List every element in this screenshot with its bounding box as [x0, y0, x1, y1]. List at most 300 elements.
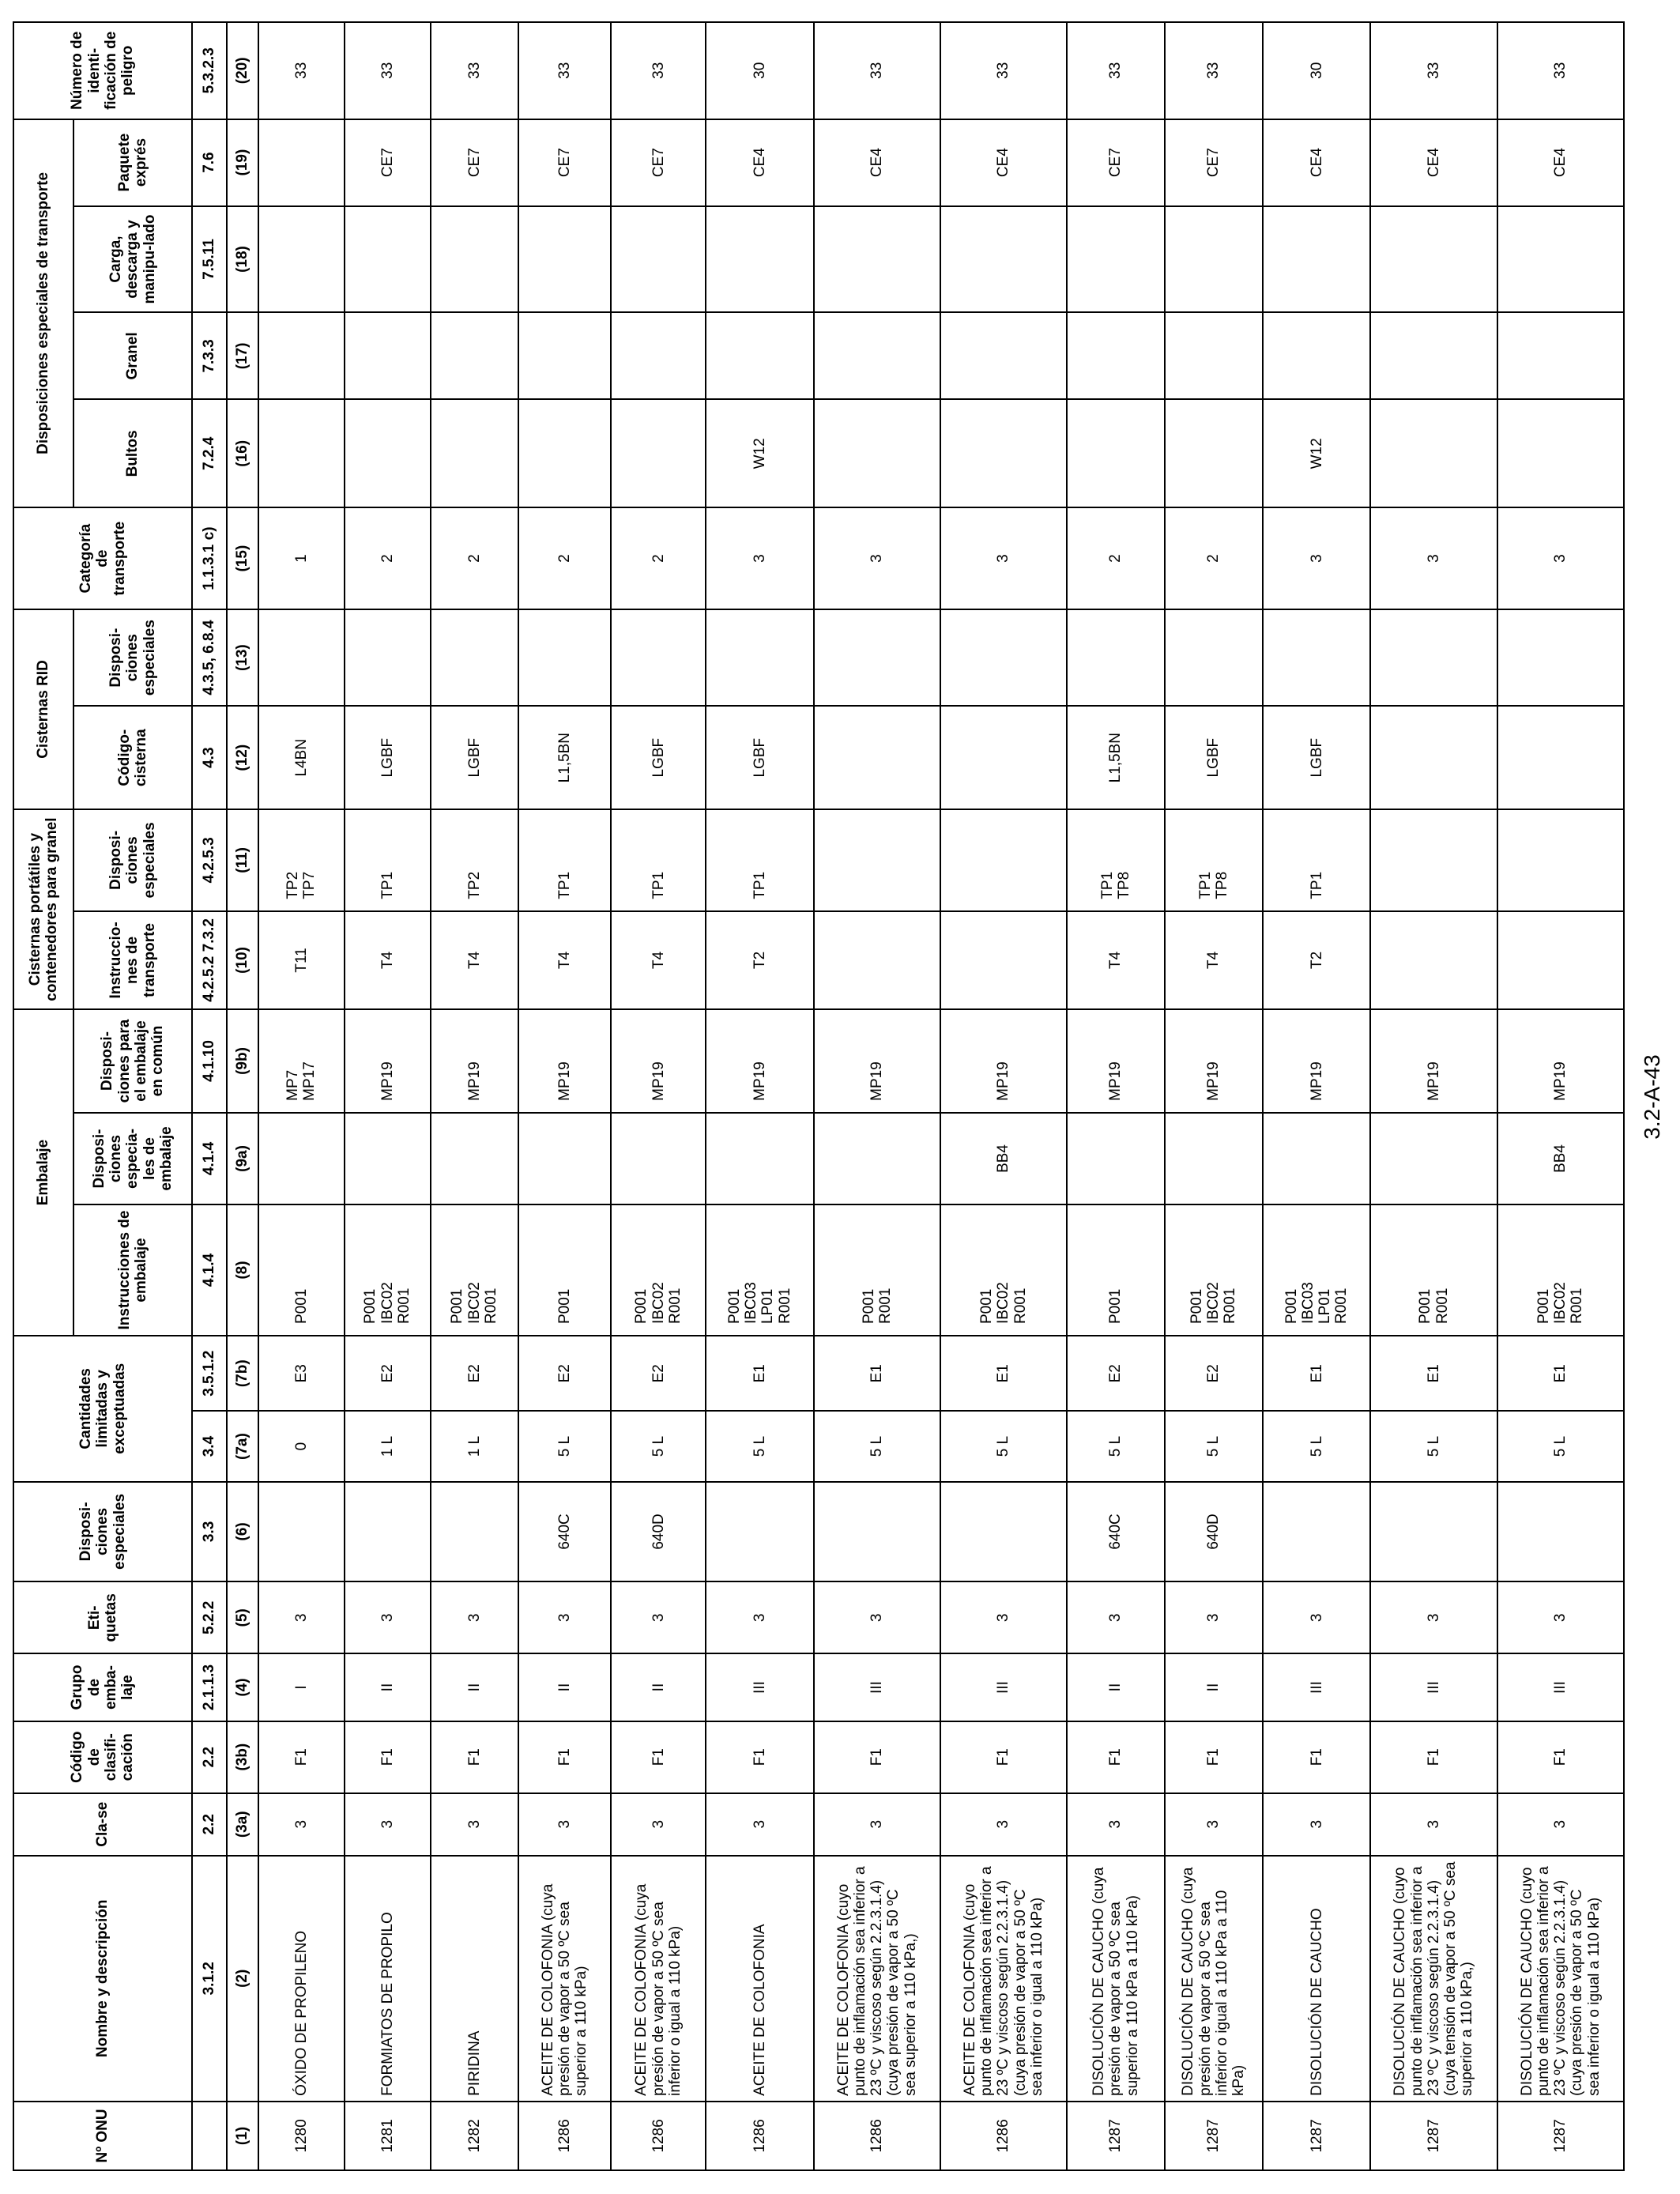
- etiquetas-cell: 3: [1067, 1581, 1165, 1653]
- disp-cisterna-cell: [940, 809, 1067, 911]
- categoria-cell: 2: [611, 507, 706, 609]
- disp-cisterna-cell: TP2: [431, 809, 518, 911]
- disp-rid-cell: [345, 609, 431, 706]
- bultos-cell: W12: [706, 399, 814, 507]
- header-etiquetas: Eti-quetas: [13, 1581, 192, 1653]
- numero-peligro-cell: 30: [1263, 22, 1371, 119]
- codigo-cisterna-cell: L1,5BN: [518, 706, 611, 809]
- disp-embalaje-comun-cell: MP19: [345, 1009, 431, 1113]
- grupo-cell: II: [431, 1654, 518, 1721]
- cantidad-limitada-cell: 5 L: [1263, 1411, 1371, 1481]
- header-clase: Cla-se: [13, 1793, 192, 1856]
- paquete-cell: CE4: [706, 119, 814, 206]
- granel-cell: [1497, 312, 1624, 399]
- instrucciones-embalaje-cell: P001: [1067, 1204, 1165, 1336]
- code-line: TP8: [1115, 871, 1132, 899]
- etiquetas-cell: 3: [814, 1581, 940, 1653]
- paquete-cell: CE7: [1067, 119, 1165, 206]
- header-granel: Granel: [73, 312, 192, 399]
- disp-embalaje-comun-cell: MP19: [431, 1009, 518, 1113]
- disp-embalaje-comun-cell: MP19: [940, 1009, 1067, 1113]
- name-cell: FORMIATOS DE PROPILO: [345, 1856, 431, 2102]
- disp-embalaje-comun-cell: MP19: [518, 1009, 611, 1113]
- instrucciones-embalaje-cell: [1263, 1204, 1371, 1336]
- ref-cell: 3.5.1.2: [192, 1336, 227, 1411]
- col-number: (5): [227, 1581, 258, 1653]
- instrucciones-embalaje-cell: [1370, 1204, 1497, 1336]
- codigo-cisterna-cell: LGBF: [706, 706, 814, 809]
- clase-cell: 3: [258, 1793, 345, 1856]
- disp-cisterna-cell: [258, 809, 345, 911]
- name-cell: DISOLUCIÓN DE CAUCHO (cuyo punto de inflamación sea inferior a 23 ºC y viscoso según 2.2.3.1.4) (cuya presión de vapor a 50 ºC sea inferior o igual a 110 kPa): [1497, 1856, 1624, 2102]
- disp-cisterna-cell: TP1: [611, 809, 706, 911]
- code-line: R001: [1333, 1287, 1350, 1325]
- clase-cell: 3: [431, 1793, 518, 1856]
- instrucciones-transporte-cell: T4: [611, 911, 706, 1009]
- disp-cisterna-cell: TP1: [1263, 809, 1371, 911]
- paquete-cell: CE7: [431, 119, 518, 206]
- dispos-cell: [814, 1482, 940, 1582]
- table-body: [258, 22, 1624, 2170]
- paquete-cell: CE7: [611, 119, 706, 206]
- codigo-cell: F1: [258, 1721, 345, 1793]
- code-line: P001: [633, 1288, 650, 1325]
- disp-cisterna-cell: TP1: [345, 809, 431, 911]
- instrucciones-transporte-cell: [1497, 911, 1624, 1009]
- cantidad-exceptuada-cell: E2: [1165, 1336, 1263, 1411]
- header-paquete-expres: Paquete exprés: [73, 119, 192, 206]
- etiquetas-cell: 3: [431, 1581, 518, 1653]
- header-disp-especiales-embalaje: Disposi-ciones especia-les de embalaje: [73, 1113, 192, 1204]
- grupo-cell: III: [1497, 1654, 1624, 1721]
- ref-cell: 4.2.5.3: [192, 809, 227, 911]
- instrucciones-transporte-cell: T4: [431, 911, 518, 1009]
- codigo-cisterna-cell: [1370, 706, 1497, 809]
- numero-peligro-cell: 33: [518, 22, 611, 119]
- header-disp-especiales-rid: Disposi-ciones especiales: [73, 609, 192, 706]
- code-line: TP1: [1098, 871, 1116, 899]
- categoria-cell: 3: [706, 507, 814, 609]
- cantidad-limitada-cell: 1 L: [345, 1411, 431, 1481]
- categoria-cell: 1: [258, 507, 345, 609]
- instrucciones-transporte-cell: [940, 911, 1067, 1009]
- ref-cell: 2.2: [192, 1721, 227, 1793]
- table-row: [1067, 22, 1165, 2170]
- codigo-cisterna-cell: LGBF: [1165, 706, 1263, 809]
- etiquetas-cell: 3: [1497, 1581, 1624, 1653]
- clase-cell: 3: [518, 1793, 611, 1856]
- un-number-cell: 1280: [258, 2102, 345, 2170]
- grupo-cell: I: [258, 1654, 345, 1721]
- categoria-cell: 3: [1497, 507, 1624, 609]
- ref-cell: 2.1.1.3: [192, 1654, 227, 1721]
- grupo-cell: III: [706, 1654, 814, 1721]
- un-number-cell: 1286: [814, 2102, 940, 2170]
- un-number-cell: 1287: [1165, 2102, 1263, 2170]
- ref-cell: 4.1.10: [192, 1009, 227, 1113]
- code-line: IBC02: [1552, 1282, 1569, 1325]
- clase-cell: 3: [1370, 1793, 1497, 1856]
- carga-cell: [706, 206, 814, 313]
- ref-cell: 4.3.5, 6.8.4: [192, 609, 227, 706]
- col-number: (4): [227, 1654, 258, 1721]
- code-line: TP7: [301, 871, 318, 899]
- codigo-cell: F1: [431, 1721, 518, 1793]
- disp-cisterna-cell: [1067, 809, 1165, 911]
- cantidad-exceptuada-cell: E2: [431, 1336, 518, 1411]
- disp-cisterna-cell: [814, 809, 940, 911]
- header-grupo: Grupo de emba-laje: [13, 1654, 192, 1721]
- cantidad-limitada-cell: 5 L: [1165, 1411, 1263, 1481]
- name-cell: ACEITE DE COLOFONIA: [706, 1856, 814, 2102]
- col-number: (8): [227, 1204, 258, 1336]
- numero-peligro-cell: 33: [814, 22, 940, 119]
- code-line: IBC02: [650, 1282, 667, 1325]
- categoria-cell: 2: [518, 507, 611, 609]
- paquete-cell: CE4: [940, 119, 1067, 206]
- clase-cell: 3: [814, 1793, 940, 1856]
- ref-cell: 3.4: [192, 1411, 227, 1481]
- carga-cell: [814, 206, 940, 313]
- carga-cell: [1165, 206, 1263, 313]
- codigo-cell: F1: [518, 1721, 611, 1793]
- col-number: (12): [227, 706, 258, 809]
- disp-cisterna-cell: TP1: [518, 809, 611, 911]
- code-line: P001: [1535, 1288, 1552, 1325]
- page-number: 3.2-A-43: [1640, 1054, 1664, 1140]
- un-number-cell: 1281: [345, 2102, 431, 2170]
- cantidad-limitada-cell: 5 L: [611, 1411, 706, 1481]
- codigo-cisterna-cell: L1,5BN: [1067, 706, 1165, 809]
- header-disposiciones-transporte: Disposiciones especiales de transporte: [13, 119, 73, 508]
- bultos-cell: [1165, 399, 1263, 507]
- col-number: (9b): [227, 1009, 258, 1113]
- code-line: R001: [1433, 1287, 1451, 1325]
- ref-cell: 4.2.5.2 7.3.2: [192, 911, 227, 1009]
- col-number: (20): [227, 22, 258, 119]
- categoria-cell: 2: [431, 507, 518, 609]
- disp-embalaje-cell: [258, 1113, 345, 1204]
- bultos-cell: [940, 399, 1067, 507]
- disp-embalaje-cell: [1370, 1113, 1497, 1204]
- bultos-cell: [518, 399, 611, 507]
- clase-cell: 3: [706, 1793, 814, 1856]
- header-bultos: Bultos: [73, 399, 192, 507]
- cantidad-limitada-cell: 5 L: [706, 1411, 814, 1481]
- instrucciones-embalaje-cell: P001: [518, 1204, 611, 1336]
- header-name: Nombre y descripción: [13, 1856, 192, 2102]
- disp-embalaje-comun-cell: MP19: [1263, 1009, 1371, 1113]
- codigo-cisterna-cell: LGBF: [431, 706, 518, 809]
- header-codigo: Código de clasifi-cación: [13, 1721, 192, 1793]
- bultos-cell: [1067, 399, 1165, 507]
- dispos-cell: [345, 1482, 431, 1582]
- code-line: R001: [776, 1287, 793, 1325]
- carga-cell: [1263, 206, 1371, 313]
- table-row: [431, 22, 518, 2170]
- disp-embalaje-comun-cell: MP19: [706, 1009, 814, 1113]
- table-row: [611, 22, 706, 2170]
- disp-cisterna-cell: [1370, 809, 1497, 911]
- carga-cell: [431, 206, 518, 313]
- ref-cell: 5.2.2: [192, 1581, 227, 1653]
- code-line: IBC02: [1205, 1282, 1222, 1325]
- column-number-row: [227, 22, 258, 2170]
- ref-cell: 1.1.3.1 c): [192, 507, 227, 609]
- cantidad-exceptuada-cell: E1: [814, 1336, 940, 1411]
- table-row: [258, 22, 345, 2170]
- col-number: (2): [227, 1856, 258, 2102]
- col-number: (3b): [227, 1721, 258, 1793]
- etiquetas-cell: 3: [258, 1581, 345, 1653]
- code-line: IBC02: [995, 1282, 1012, 1325]
- carga-cell: [258, 206, 345, 313]
- ref-cell: 4.3: [192, 706, 227, 809]
- grupo-cell: II: [345, 1654, 431, 1721]
- codigo-cell: F1: [940, 1721, 1067, 1793]
- paquete-cell: CE7: [1165, 119, 1263, 206]
- etiquetas-cell: 3: [706, 1581, 814, 1653]
- cantidad-limitada-cell: 1 L: [431, 1411, 518, 1481]
- carga-cell: [1067, 206, 1165, 313]
- paquete-cell: CE4: [1263, 119, 1371, 206]
- header-un-no: Nº ONU: [13, 2102, 192, 2170]
- dispos-cell: [258, 1482, 345, 1582]
- bultos-cell: [1370, 399, 1497, 507]
- un-number-cell: 1287: [1497, 2102, 1624, 2170]
- code-line: P001: [1188, 1288, 1205, 1325]
- cantidad-limitada-cell: 5 L: [940, 1411, 1067, 1481]
- cantidad-exceptuada-cell: E1: [706, 1336, 814, 1411]
- disp-embalaje-cell: [518, 1113, 611, 1204]
- disp-embalaje-cell: [814, 1113, 940, 1204]
- cantidad-exceptuada-cell: E1: [940, 1336, 1067, 1411]
- instrucciones-embalaje-cell: [1497, 1204, 1624, 1336]
- header-disp-especiales-cisternas: Disposi-ciones especiales: [73, 809, 192, 911]
- disp-embalaje-comun-cell: MP19: [1067, 1009, 1165, 1113]
- disp-rid-cell: [518, 609, 611, 706]
- name-cell: ACEITE DE COLOFONIA (cuya presión de vapor a 50 ºC sea superior a 110 kPa): [518, 1856, 611, 2102]
- disp-embalaje-cell: [1263, 1113, 1371, 1204]
- paquete-cell: [258, 119, 345, 206]
- cantidad-exceptuada-cell: E2: [518, 1336, 611, 1411]
- un-number-cell: 1286: [706, 2102, 814, 2170]
- disp-rid-cell: [431, 609, 518, 706]
- categoria-cell: 2: [1165, 507, 1263, 609]
- disp-embalaje-comun-cell: MP19: [611, 1009, 706, 1113]
- un-number-cell: 1287: [1370, 2102, 1497, 2170]
- code-line: R001: [666, 1287, 684, 1325]
- carga-cell: [1370, 206, 1497, 313]
- instrucciones-embalaje-cell: P001: [258, 1204, 345, 1336]
- numero-peligro-cell: 33: [345, 22, 431, 119]
- cantidad-limitada-cell: 5 L: [814, 1411, 940, 1481]
- bultos-cell: W12: [1263, 399, 1371, 507]
- code-line: P001: [725, 1288, 743, 1325]
- code-line: LP01: [759, 1288, 777, 1325]
- disp-rid-cell: [814, 609, 940, 706]
- clase-cell: 3: [1067, 1793, 1165, 1856]
- bultos-cell: [814, 399, 940, 507]
- paquete-cell: CE4: [1370, 119, 1497, 206]
- table-row: [814, 22, 940, 2170]
- clase-cell: 3: [611, 1793, 706, 1856]
- bultos-cell: [345, 399, 431, 507]
- granel-cell: [611, 312, 706, 399]
- granel-cell: [431, 312, 518, 399]
- code-line: TP8: [1213, 871, 1230, 899]
- ref-cell: 7.5.11: [192, 206, 227, 313]
- code-line: IBC03: [743, 1282, 760, 1325]
- disp-rid-cell: [1263, 609, 1371, 706]
- disp-embalaje-comun-cell: MP19: [1497, 1009, 1624, 1113]
- disp-rid-cell: [258, 609, 345, 706]
- categoria-cell: 2: [345, 507, 431, 609]
- disp-embalaje-cell: BB4: [940, 1113, 1067, 1204]
- name-cell: ACEITE DE COLOFONIA (cuya presión de vapor a 50 ºC sea inferior o igual a 110 kPa): [611, 1856, 706, 2102]
- header-cantidades: Cantidades limitadas y exceptuadas: [13, 1336, 192, 1482]
- disp-embalaje-comun-cell: MP19: [1165, 1009, 1263, 1113]
- name-cell: DISOLUCIÓN DE CAUCHO (cuya presión de vapor a 50 ºC sea inferior o igual a 110 kPa a 110 kPa): [1165, 1856, 1263, 2102]
- codigo-cell: F1: [345, 1721, 431, 1793]
- instrucciones-transporte-cell: T2: [1263, 911, 1371, 1009]
- reference-row: [192, 22, 227, 2170]
- codigo-cell: F1: [1497, 1721, 1624, 1793]
- table-row: [1497, 22, 1624, 2170]
- un-number-cell: 1287: [1067, 2102, 1165, 2170]
- col-number: (7b): [227, 1336, 258, 1411]
- un-number-cell: 1286: [518, 2102, 611, 2170]
- col-number: (17): [227, 312, 258, 399]
- header-instrucciones-embalaje: Instrucciones de embalaje: [73, 1204, 192, 1336]
- un-number-cell: 1286: [940, 2102, 1067, 2170]
- grupo-cell: II: [1067, 1654, 1165, 1721]
- code-line: P001: [1283, 1288, 1300, 1325]
- code-line: P001: [362, 1288, 379, 1325]
- instrucciones-transporte-cell: T4: [1067, 911, 1165, 1009]
- etiquetas-cell: 3: [1263, 1581, 1371, 1653]
- cantidad-exceptuada-cell: E2: [1067, 1336, 1165, 1411]
- name-cell: DISOLUCIÓN DE CAUCHO (cuya presión de vapor a 50 ºC sea superior a 110 kPa a 110 kPa): [1067, 1856, 1165, 2102]
- disp-rid-cell: [940, 609, 1067, 706]
- table-row: [940, 22, 1067, 2170]
- ref-cell: 5.3.2.3: [192, 22, 227, 119]
- col-number: (11): [227, 809, 258, 911]
- name-cell: DISOLUCIÓN DE CAUCHO (cuyo punto de inflamación sea inferior a 23 ºC y viscoso según 2.2.3.1.4) (cuya tensión de vapor a 50 ºC sea superior a 110 kPa,): [1370, 1856, 1497, 2102]
- instrucciones-transporte-cell: [1370, 911, 1497, 1009]
- disp-embalaje-comun-cell: [258, 1009, 345, 1113]
- code-line: IBC02: [379, 1282, 396, 1325]
- ref-cell: [192, 2102, 227, 2170]
- bultos-cell: [258, 399, 345, 507]
- ref-cell: 7.3.3: [192, 312, 227, 399]
- code-line: TP2: [284, 871, 302, 899]
- disp-cisterna-cell: [1497, 809, 1624, 911]
- paquete-cell: CE7: [518, 119, 611, 206]
- carga-cell: [518, 206, 611, 313]
- dispos-cell: 640D: [1165, 1482, 1263, 1582]
- cantidad-exceptuada-cell: E1: [1497, 1336, 1624, 1411]
- carga-cell: [345, 206, 431, 313]
- code-line: P001: [978, 1288, 996, 1325]
- table-row: [518, 22, 611, 2170]
- instrucciones-transporte-cell: T2: [706, 911, 814, 1009]
- col-number: (13): [227, 609, 258, 706]
- disp-embalaje-cell: [706, 1113, 814, 1204]
- dispos-cell: 640C: [1067, 1482, 1165, 1582]
- bultos-cell: [431, 399, 518, 507]
- dispos-cell: [1263, 1482, 1371, 1582]
- paquete-cell: CE4: [814, 119, 940, 206]
- table-row: [706, 22, 814, 2170]
- clase-cell: 3: [1497, 1793, 1624, 1856]
- disp-cisterna-cell: TP1: [706, 809, 814, 911]
- codigo-cell: F1: [1370, 1721, 1497, 1793]
- codigo-cisterna-cell: [940, 706, 1067, 809]
- codigo-cisterna-cell: LGBF: [345, 706, 431, 809]
- codigo-cell: F1: [1165, 1721, 1263, 1793]
- codigo-cell: F1: [814, 1721, 940, 1793]
- etiquetas-cell: 3: [611, 1581, 706, 1653]
- col-number: (9a): [227, 1113, 258, 1204]
- disp-embalaje-comun-cell: MP19: [814, 1009, 940, 1113]
- codigo-cell: F1: [1263, 1721, 1371, 1793]
- code-line: R001: [483, 1287, 499, 1325]
- ref-cell: 4.1.4: [192, 1113, 227, 1204]
- cantidad-limitada-cell: 5 L: [1497, 1411, 1624, 1481]
- disp-rid-cell: [611, 609, 706, 706]
- col-number: (18): [227, 206, 258, 313]
- etiquetas-cell: 3: [1370, 1581, 1497, 1653]
- granel-cell: [1370, 312, 1497, 399]
- instrucciones-transporte-cell: T4: [345, 911, 431, 1009]
- instrucciones-transporte-cell: T11: [258, 911, 345, 1009]
- col-number: (6): [227, 1482, 258, 1582]
- etiquetas-cell: 3: [518, 1581, 611, 1653]
- granel-cell: [258, 312, 345, 399]
- numero-peligro-cell: 33: [258, 22, 345, 119]
- numero-peligro-cell: 33: [611, 22, 706, 119]
- disp-embalaje-comun-cell: MP19: [1370, 1009, 1497, 1113]
- col-number: (15): [227, 507, 258, 609]
- disp-rid-cell: [1165, 609, 1263, 706]
- code-line: IBC03: [1299, 1282, 1317, 1325]
- cantidad-exceptuada-cell: E1: [1263, 1336, 1371, 1411]
- header-codigo-cisterna: Código-cisterna: [73, 706, 192, 809]
- disp-cisterna-cell: [1165, 809, 1263, 911]
- name-cell: ACEITE DE COLOFONIA (cuyo punto de inflamación sea inferior a 23 ºC y viscoso según 2.2.3.1.4) (cuya presión de vapor a 50 ºC sea inferior o igual a 110 kPa): [940, 1856, 1067, 2102]
- code-line: P001: [1417, 1288, 1434, 1325]
- code-line: R001: [1569, 1287, 1586, 1325]
- codigo-cisterna-cell: [814, 706, 940, 809]
- ref-cell: 7.2.4: [192, 399, 227, 507]
- cantidad-exceptuada-cell: E3: [258, 1336, 345, 1411]
- col-number: (19): [227, 119, 258, 206]
- grupo-cell: III: [1370, 1654, 1497, 1721]
- col-number: (16): [227, 399, 258, 507]
- dispos-cell: 640C: [518, 1482, 611, 1582]
- categoria-cell: 3: [940, 507, 1067, 609]
- un-number-cell: 1286: [611, 2102, 706, 2170]
- clase-cell: 3: [1263, 1793, 1371, 1856]
- ref-cell: 2.2: [192, 1793, 227, 1856]
- codigo-cell: F1: [1067, 1721, 1165, 1793]
- un-number-cell: 1282: [431, 2102, 518, 2170]
- un-number-cell: 1287: [1263, 2102, 1371, 2170]
- disp-rid-cell: [1497, 609, 1624, 706]
- dispos-cell: [940, 1482, 1067, 1582]
- code-line: MP7: [284, 1069, 302, 1101]
